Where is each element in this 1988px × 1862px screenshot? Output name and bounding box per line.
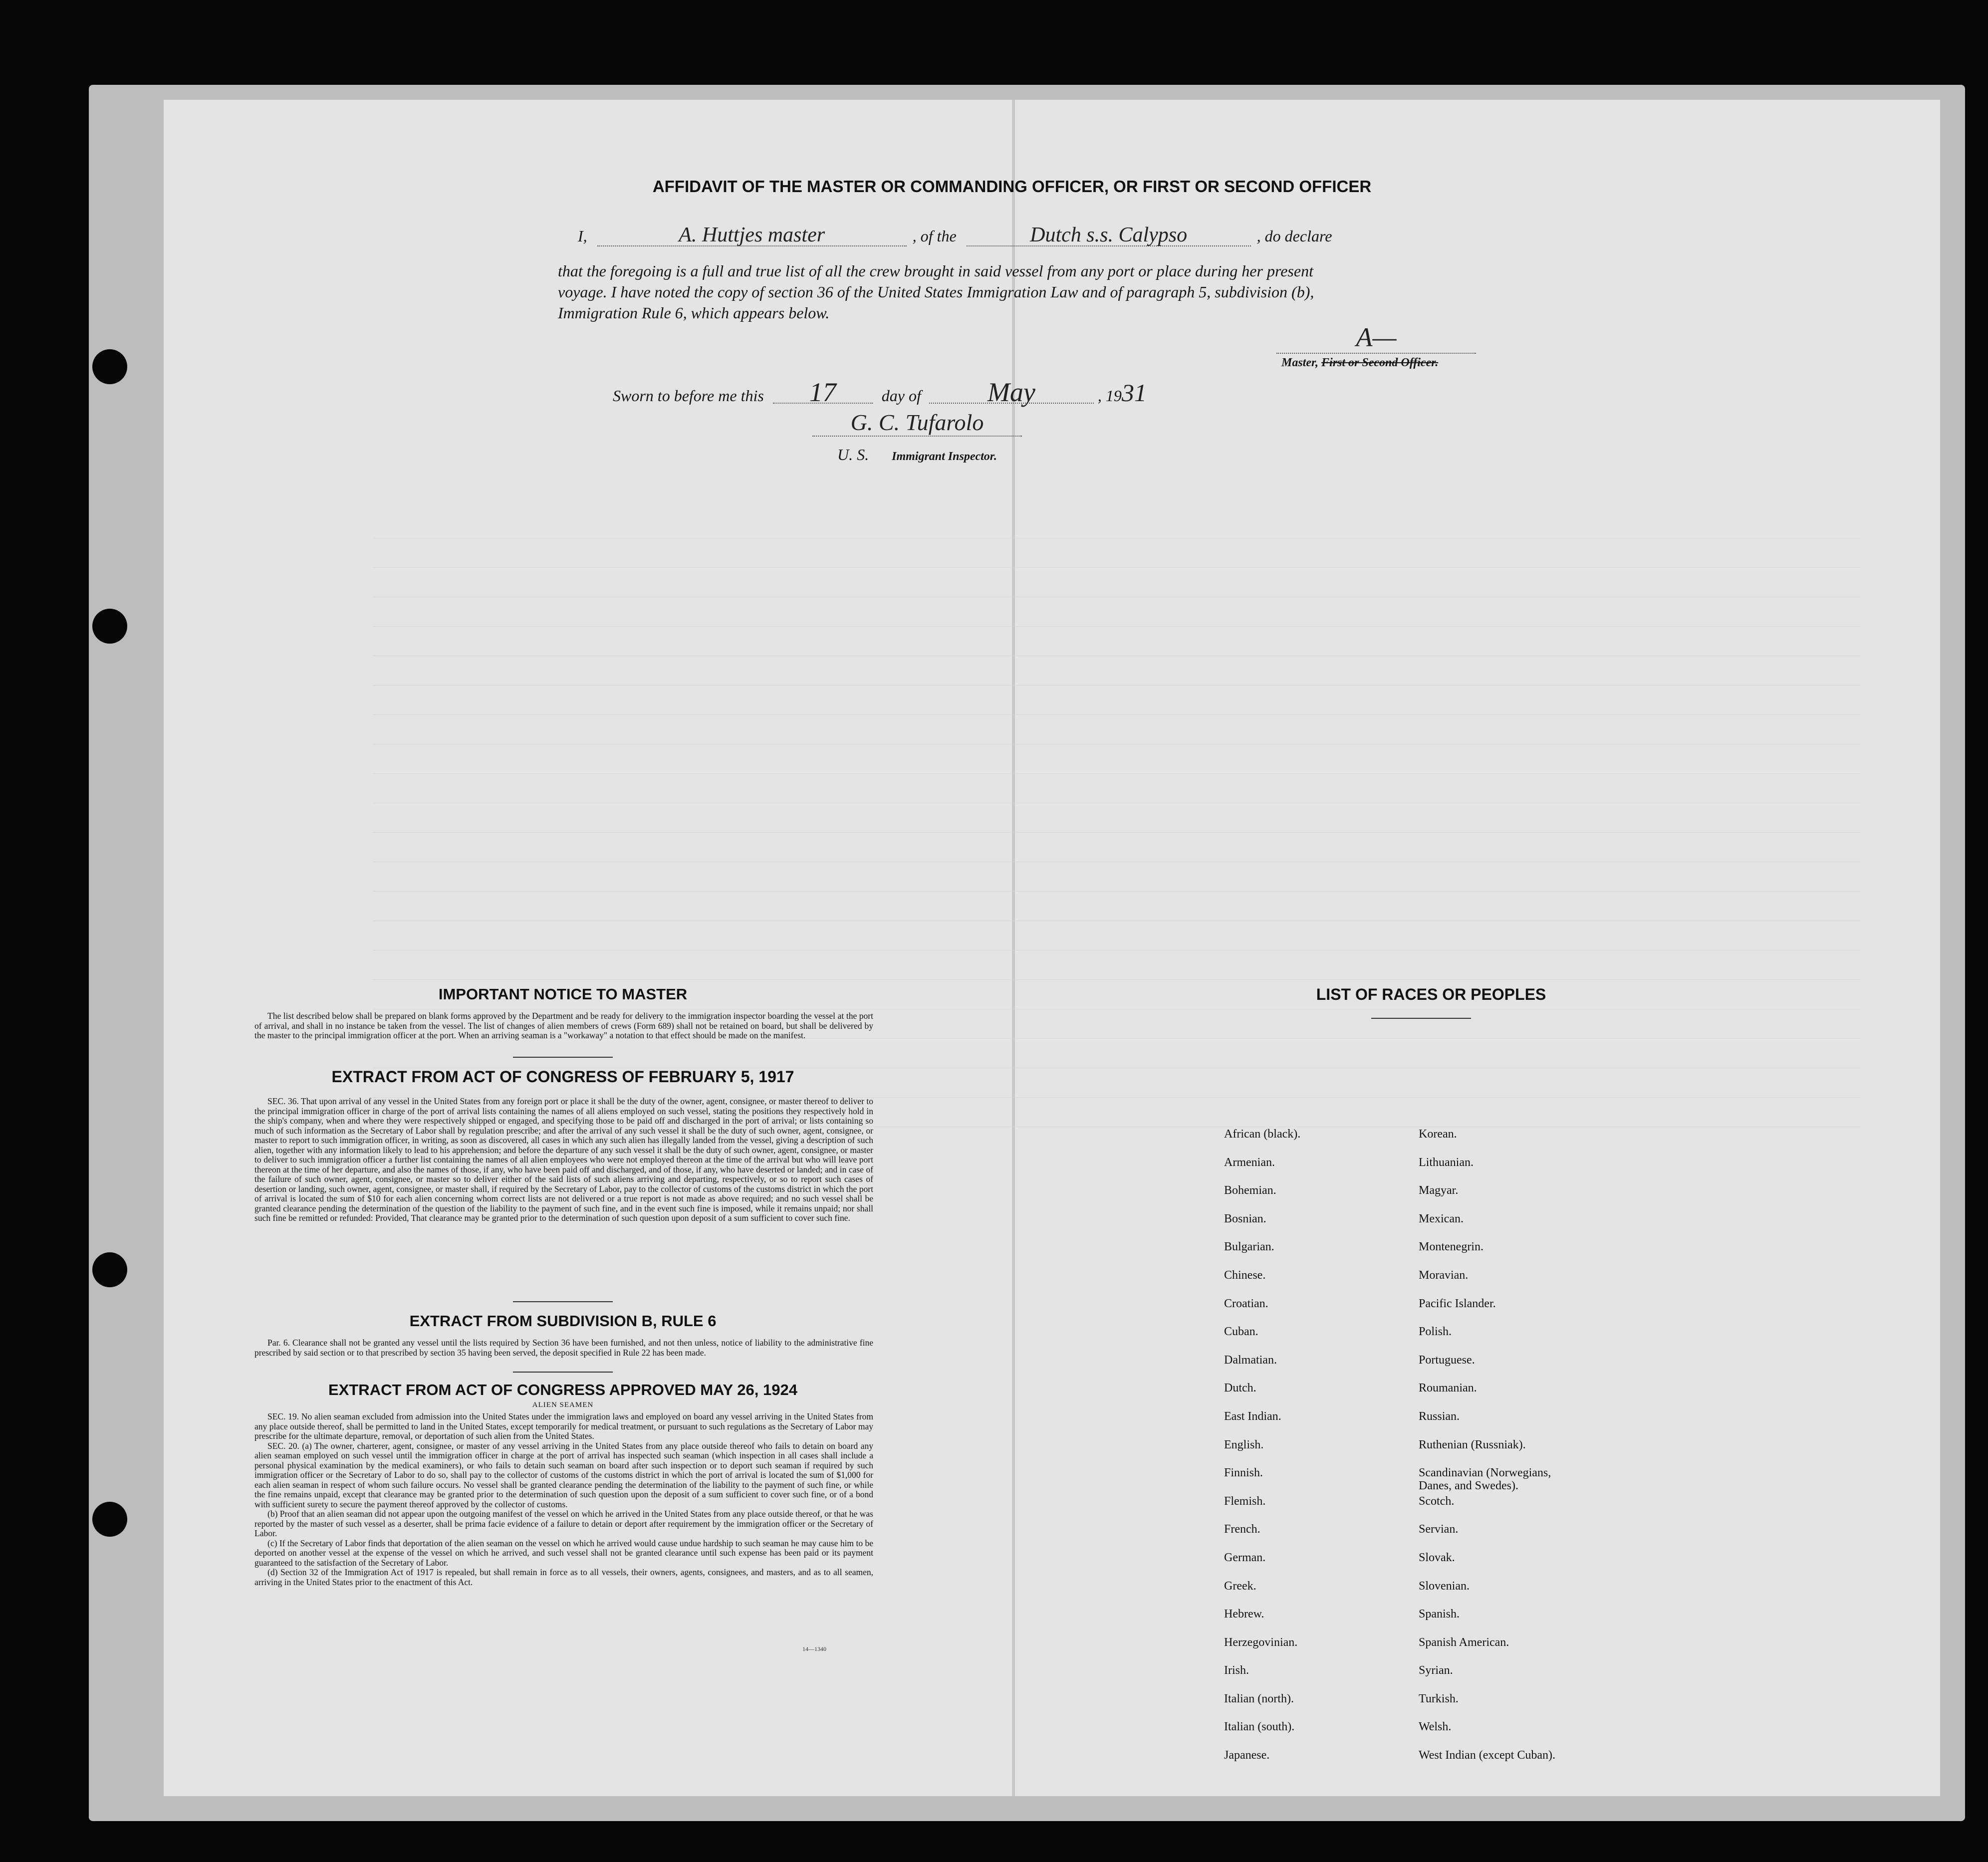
race-item: Bohemian. xyxy=(1224,1184,1276,1197)
notice-paragraph: The list described below shall be prepared on blank forms approved by the Department and be ready for delivery to the immigration inspector boarding the vessel at the port of arrival, and shall in no instance be taken from the vessel. The list of changes of alien members of crews (Form 689) shall not be retained on board, but shall be delivered by the master to the principal immigration officer at the port. When an arriving seaman is a "workaway" a notation to that effect should be made on the manifest. xyxy=(254,1011,873,1040)
paragraph-6: Par. 6. Clearance shall not be granted any vessel until the lists required by Section 36 have been furnished, and not then unless, notice of liability to the administrative fine prescribed by said section or to that prescribed by section 35 having been served, the deposit specified in Rule 22 has been made. xyxy=(254,1338,873,1358)
affidavit-line-1 xyxy=(578,225,1736,246)
race-item: Hebrew. xyxy=(1224,1608,1264,1621)
punch-hole xyxy=(92,1502,127,1537)
race-item: Turkish. xyxy=(1419,1692,1459,1705)
declare-label: , do declare xyxy=(1256,227,1332,245)
race-item: Slovenian. xyxy=(1419,1579,1470,1593)
ship-name-handwritten: Dutch s.s. Calypso xyxy=(967,225,1251,246)
race-item: Korean. xyxy=(1419,1128,1457,1141)
divider xyxy=(513,1372,613,1373)
extract-1917-heading: EXTRACT FROM ACT OF CONGRESS OF FEBRUARY 5, 1917 xyxy=(331,1068,794,1086)
year-prefix: , 19 xyxy=(1097,387,1122,405)
punch-hole xyxy=(92,1252,127,1287)
race-item: Armenian. xyxy=(1224,1156,1275,1169)
master-name-handwritten: A. Huttjes master xyxy=(597,225,907,246)
inspector-prefix-handwritten: U. S. xyxy=(837,446,869,464)
section-20b-paragraph: (b) Proof that an alien seaman did not appear upon the outgoing manifest of the vessel on which he arrived in the United States from any place outside thereof, or that he was reported by the master of such vessel as a deserter, shall be prima facie evidence of a failure to detain or deport after requirement by the immigration officer or the Secretary of Labor. xyxy=(254,1509,873,1538)
section-36-paragraph: SEC. 36. That upon arrival of any vessel in the United States from any foreign port or place it shall be the duty of the owner, agent, consignee, or master thereof to deliver to the principal immigration officer in charge of the port of arrival lists containing the names of all aliens employed on such vessel, stating the positions they respectively hold in the ship's company, when and where they were respectively shipped or engaged, and specifying those to be paid off and discharged in the port of arrival; or lists containing so much of such information as the Secretary of Labor shall by regulation prescribe; and after the arrival of any such vessel it shall be the duty of such owner, agent, consignee, or master to report to such immigration officer, in writing, as soon as discovered, all cases in which any such alien has illegally landed from the vessel, giving a description of such alien, together with any information likely to lead to his apprehension; and before the departure of any such vessel it shall be the duty of such owner, agent, consignee, or master to deliver to such immigration officer a further list containing the names of all alien employees who were not employed thereon at the time of the arrival but who will leave port thereon at the time of her departure, and also the names of those, if any, who have been paid off and discharged, and of those, if any, who have deserted or landed; and in case of the failure of such owner, agent, consignee, or master so to deliver either of the said lists of such aliens arriving and departing, respectively, or so to report such cases of desertion or landing, such owner, agent, consignee, or master shall, if required by the Secretary of Labor, pay to the collector of customs of the customs district in which the port of arrival is located the sum of $10 for each alien concerning whom correct lists are not delivered or a true report is not made as above required; and no such vessel shall be granted clearance pending the determination of the question of the liability to the payment of such fine, and in the event such fine is imposed, while it remains unpaid; nor shall such fine be remitted or refunded: Provided, That clearance may be granted prior to the determination of such question upon deposit of a sum sufficient to cover such fine. xyxy=(254,1096,873,1223)
race-item: Roumanian. xyxy=(1419,1382,1477,1395)
day-handwritten: 17 xyxy=(773,382,873,404)
race-item: Ruthenian (Russniak). xyxy=(1419,1438,1526,1451)
race-item: Chinese. xyxy=(1224,1268,1266,1282)
race-item: West Indian (except Cuban). xyxy=(1419,1749,1555,1762)
race-item: Pacific Islander. xyxy=(1419,1297,1496,1310)
race-item: Moravian. xyxy=(1419,1268,1469,1282)
race-item: Finnish. xyxy=(1224,1466,1263,1480)
affidavit-page xyxy=(164,100,1940,1796)
race-item: Dalmatian. xyxy=(1224,1353,1277,1367)
inspector-signature: G. C. Tufarolo xyxy=(812,409,1022,437)
race-item: Cuban. xyxy=(1224,1325,1258,1339)
extract-1924-heading: EXTRACT FROM ACT OF CONGRESS APPROVED MAY 26, 1924 xyxy=(328,1381,797,1398)
race-item: Spanish American. xyxy=(1419,1635,1509,1649)
races-right-column xyxy=(1419,1128,1583,1777)
race-item: Irish. xyxy=(1224,1664,1249,1677)
affidavit-line-4: Immigration Rule 6, which appears below. xyxy=(558,304,830,322)
races-heading: LIST OF RACES OR PEOPLES xyxy=(1316,985,1546,1003)
race-item: Lithuanian. xyxy=(1419,1156,1474,1169)
race-item: Italian (south). xyxy=(1224,1720,1295,1734)
race-item: Scandinavian (Norwegians, Danes, and Swedes). xyxy=(1419,1466,1551,1493)
affidavit-line-2: that the foregoing is a full and true list of all the crew brought in said vessel from any port or place during her present xyxy=(558,262,1313,280)
race-item: African (black). xyxy=(1224,1128,1301,1141)
race-item: Polish. xyxy=(1419,1325,1452,1339)
race-item: Magyar. xyxy=(1419,1184,1459,1197)
extract-1917-text xyxy=(254,1097,873,1223)
race-item: Russian. xyxy=(1419,1409,1460,1423)
day-of-label: day of xyxy=(881,387,921,405)
race-item: Scotch. xyxy=(1419,1494,1455,1508)
section-20d-paragraph: (d) Section 32 of the Immigration Act of 1917 is repealed, but shall remain in force as to all vessels, their owners, agents, consignees, and masters, and as to all seamen, arriving in the United States prior to the enactment of this Act. xyxy=(254,1567,873,1587)
section-20a-paragraph: SEC. 20. (a) The owner, charterer, agent, consignee, or master of any vessel arriving in the United States from any place outside thereof who fails to detain on board any alien seaman employed on such vessel until the immigration officer in charge at the port of arrival has inspected such seaman (which inspection in all cases shall include a personal physical examination by the medical examiners), or who fails to detain such seaman on board after such inspection or to deport such seaman if required by such immigration officer or the Secretary of Labor to do so, shall pay to the collector of customs of the customs district in which the port of arrival is located the sum of $1,000 for each alien seaman in respect of whom such failure occurs. No vessel shall be granted clearance pending the determination of the liability to the payment of such fine, or while the fine remains unpaid, except that clearance may be granted prior to the determination of such question upon the deposit of a sum sufficient to cover such fine, or of a bond with sufficient surety to secure the payment thereof approved by the collector of customs. xyxy=(254,1440,873,1509)
race-item: Dutch. xyxy=(1224,1382,1256,1395)
race-item: Slovak. xyxy=(1419,1551,1455,1564)
race-item: Herzegovinian. xyxy=(1224,1635,1298,1649)
race-item: Welsh. xyxy=(1419,1720,1452,1734)
race-item: Servian. xyxy=(1419,1523,1459,1536)
sworn-line xyxy=(613,377,1461,407)
race-item: Montenegrin. xyxy=(1419,1240,1484,1254)
race-item: Syrian. xyxy=(1419,1664,1453,1677)
punch-hole xyxy=(92,349,127,384)
race-item: Mexican. xyxy=(1419,1212,1464,1225)
master-caption: Master, xyxy=(1281,356,1319,369)
race-item: Croatian. xyxy=(1224,1297,1268,1310)
race-item: Portuguese. xyxy=(1419,1353,1475,1367)
race-item: Greek. xyxy=(1224,1579,1256,1593)
inspector-caption: Immigrant Inspector. xyxy=(892,450,997,463)
inspector-caption-line xyxy=(837,444,997,467)
i-label: I, xyxy=(578,227,587,245)
divider xyxy=(513,1301,613,1302)
race-item: Flemish. xyxy=(1224,1494,1266,1508)
section-20c-paragraph: (c) If the Secretary of Labor finds that deportation of the alien seaman on the vessel on which he arrived would cause undue hardship to such seaman he may cause him to be deported on another vessel at the expense of the vessel on which he arrived, and such vessel shall not be granted clearance until such expense has been paid or its payment guaranteed to the satisfaction of the Secretary of Labor. xyxy=(254,1538,873,1568)
sworn-label: Sworn to before me this xyxy=(613,387,764,405)
race-item: Italian (north). xyxy=(1224,1692,1294,1705)
race-item: German. xyxy=(1224,1551,1266,1564)
race-item: English. xyxy=(1224,1438,1264,1451)
affidavit-heading: AFFIDAVIT OF THE MASTER OR COMMANDING OFFICER, OR FIRST OR SECOND OFFICER xyxy=(652,177,1372,196)
notice-text xyxy=(254,1011,873,1041)
race-item: Bosnian. xyxy=(1224,1212,1266,1225)
affidavit-line-3: voyage. I have noted the copy of section 36 of the United States Immigration Law and of paragraph 5, subdivision (b), xyxy=(558,283,1314,301)
notice-heading: IMPORTANT NOTICE TO MASTER xyxy=(438,985,688,1003)
extract-1924-text xyxy=(254,1412,873,1587)
month-handwritten: May xyxy=(929,382,1094,404)
section-19-paragraph: SEC. 19. No alien seaman excluded from admission into the United States under the immigration laws and employed on board any vessel arriving in the United States from any place outside thereof, shall be permitted to land in the United States, except temporarily for medical treatment, or pursuant to such regulations as the Secretary of Labor may prescribe for the ultimate departure, removal, or deportation of such alien from the United States. xyxy=(254,1411,873,1441)
race-item: Japanese. xyxy=(1224,1749,1270,1762)
officer-caption-struck: First or Second Officer. xyxy=(1321,356,1439,369)
of-the-label: , of the xyxy=(912,227,957,245)
punch-hole xyxy=(92,609,127,644)
race-item: French. xyxy=(1224,1523,1260,1536)
signature-caption xyxy=(1281,352,1438,373)
race-item: East Indian. xyxy=(1224,1409,1281,1423)
form-number: 14—1340 xyxy=(802,1645,826,1652)
divider xyxy=(1371,1018,1471,1019)
divider xyxy=(513,1057,613,1058)
race-item: Spanish. xyxy=(1419,1608,1460,1621)
race-item: Bulgarian. xyxy=(1224,1240,1274,1254)
extract-rule6-heading: EXTRACT FROM SUBDIVISION B, RULE 6 xyxy=(409,1312,717,1330)
extract-rule6-text xyxy=(254,1338,873,1358)
master-signature: A— xyxy=(1276,322,1476,354)
races-left-column xyxy=(1224,1128,1300,1777)
year-handwritten: 31 xyxy=(1121,379,1147,407)
alien-seamen-subheading: ALIEN SEAMEN xyxy=(532,1401,594,1409)
